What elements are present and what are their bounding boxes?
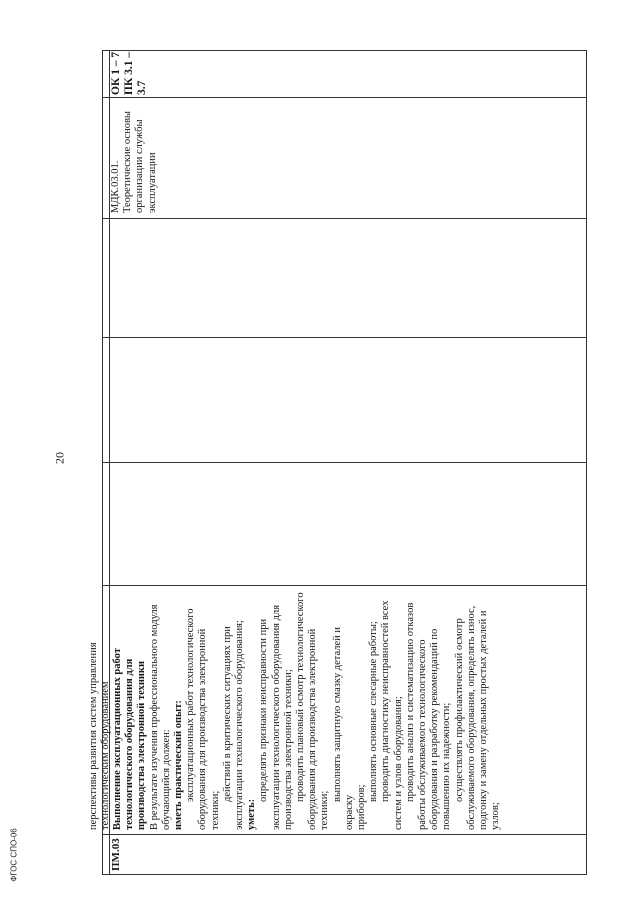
module-code: ПМ.03 <box>109 837 122 871</box>
skill-line: оборудования и разработку рекомендаций по <box>428 628 440 830</box>
page-number: 20 <box>52 452 67 464</box>
table-col-divider-desc <box>102 585 587 586</box>
table-border-right <box>102 50 587 51</box>
module-description <box>112 590 503 830</box>
module-title-line: производства электронной техники <box>135 660 147 830</box>
mdk-line: Теоретические основы <box>121 110 133 213</box>
experience-line: действий в критических ситуациях при <box>221 625 233 802</box>
skill-line: выполнять защитную смазку деталей и окраску <box>331 626 355 830</box>
experience-line: оборудования для производства электронной <box>196 628 208 830</box>
skill-line: работы обслуживаемого технологического <box>416 638 428 830</box>
skill-line: обслуживаемого оборудования, определять износ, <box>465 605 477 830</box>
previous-row-line: перспективы развития систем управления <box>87 641 99 830</box>
table-col-divider-b <box>102 337 587 338</box>
mdk-line: организации службы <box>133 118 145 213</box>
intro-line: В результате изучения профессионального модуля <box>148 604 160 830</box>
mdk-cell <box>110 100 159 213</box>
competence-cell <box>110 49 149 95</box>
table-border-left <box>102 874 587 875</box>
previous-row-text <box>88 590 112 830</box>
mdk-line: МДК.03.01. <box>109 160 121 213</box>
curriculum-table <box>87 50 587 875</box>
skill-line: узлов; <box>489 801 501 830</box>
skill-line: оборудования для производства электронной <box>306 628 318 830</box>
skill-line: приборов; <box>355 784 367 830</box>
skill-line: эксплуатации технологического оборудования для <box>270 604 282 830</box>
skill-line: проводить диагностику неисправностей всех <box>379 600 391 802</box>
table-col-divider-comp <box>102 97 587 98</box>
skill-line: подгонку и замену отдельных простых деталей и <box>477 610 489 830</box>
skills-heading: уметь: <box>245 798 257 830</box>
footer-code: ФГОС СПО-06 <box>9 828 19 882</box>
skill-line: определять признаки неисправности при <box>257 618 269 802</box>
table-col-divider-mdk <box>102 218 587 219</box>
skill-line: производства электронной техники; <box>282 668 294 830</box>
competence-line: ОК 1 – 7 <box>109 51 122 95</box>
mdk-line: эксплуатации <box>146 151 158 213</box>
previous-row-line: технологическим оборудованием <box>99 680 111 830</box>
skill-line: проводить плановый осмотр технологического <box>294 591 306 802</box>
skill-line: систем и узлов оборудования; <box>392 695 404 830</box>
skill-line: проводить анализ и систематизацию отказов <box>404 602 416 802</box>
skill-line: техники; <box>318 790 330 830</box>
experience-line: эксплуатации технологического оборудования; <box>233 619 245 830</box>
skill-line: выполнять основные слесарные работы; <box>367 620 379 802</box>
experience-line: техники; <box>209 790 221 830</box>
experience-heading: иметь практический опыт: <box>172 699 184 830</box>
module-title-line: технологического оборудования для <box>123 658 135 830</box>
module-title-line: Выполнение эксплуатационных работ <box>111 647 123 830</box>
intro-line: обучающийся должен: <box>160 728 172 830</box>
skill-line: повышению их надежности; <box>440 702 452 830</box>
experience-line: эксплуатационных работ технологического <box>184 608 196 802</box>
skill-line: осуществлять профилактический осмотр <box>453 617 465 802</box>
table-col-divider-code <box>102 834 587 835</box>
table-col-divider-a <box>102 462 587 463</box>
competence-line: ПК 3.1 – 3.7 <box>122 51 148 95</box>
